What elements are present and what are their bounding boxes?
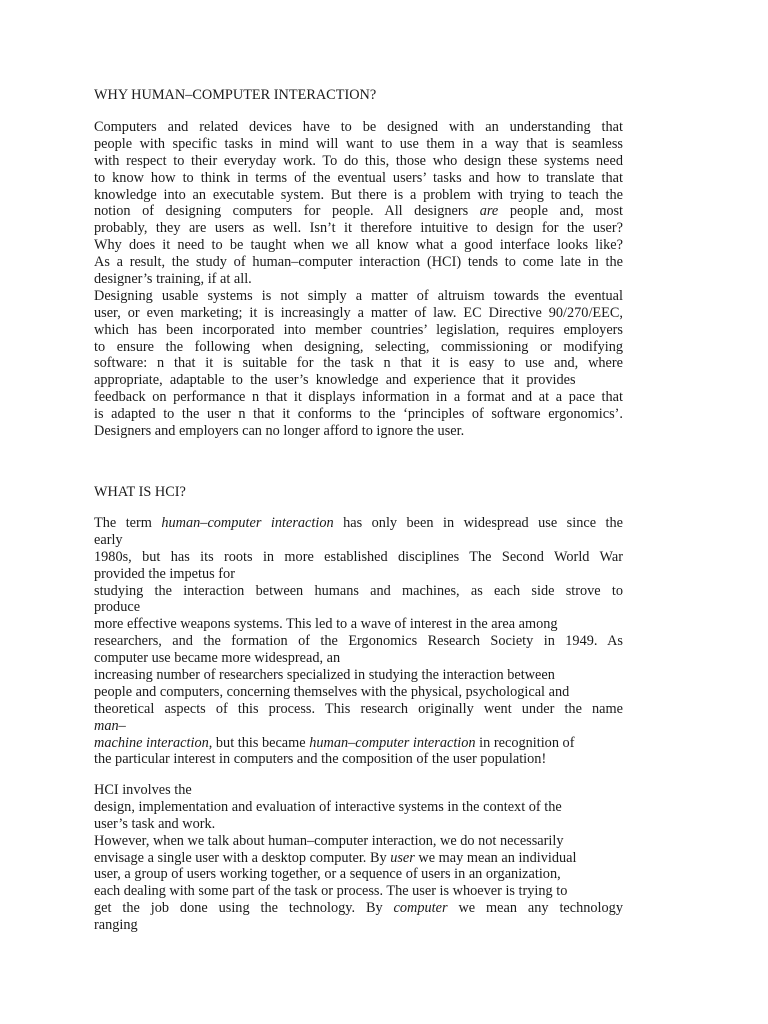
text-line: people and computers, concerning themselves with the physical, psychological and bbox=[94, 683, 570, 700]
text-run: we may mean an individual bbox=[418, 849, 577, 866]
text-line: Designing usable systems is not simply a matter of altruism towards the eventual bbox=[94, 287, 623, 304]
text-line bbox=[94, 515, 623, 532]
section-heading: WHY HUMAN–COMPUTER INTERACTION? bbox=[94, 87, 377, 103]
text-line: feedback on performance n that it displays information in a format and at a pace that bbox=[94, 389, 623, 406]
text-line: HCI involves the bbox=[94, 782, 192, 798]
text-line: produce bbox=[94, 599, 141, 616]
text-line: each dealing with some part of the task or process. The user is whoever is trying to bbox=[94, 883, 568, 900]
text-line: user, or even marketing; it is increasingly a matter of law. EC Directive 90/270/EEC, bbox=[94, 304, 623, 321]
text-run: notion of designing computers for people. All designers bbox=[94, 203, 469, 220]
emphasis-text: man– bbox=[94, 717, 126, 734]
text-line: increasing number of researchers specialized in studying the interaction between bbox=[94, 667, 555, 684]
text-run: get the job done using the technology. By bbox=[94, 900, 383, 917]
text-line: to ensure the following when designing, selecting, commissioning or modifying bbox=[94, 338, 623, 355]
paragraph-hci-involves bbox=[94, 782, 623, 934]
text-line: is adapted to the user n that it conforms to the ‘principles of software ergonomics’. bbox=[94, 406, 623, 423]
emphasis-text: human–computer interaction bbox=[309, 734, 476, 751]
text-line: people with specific tasks in mind will want to use them in a way that is seamless bbox=[94, 135, 623, 152]
text-line: provided the impetus for bbox=[94, 565, 235, 582]
text-run: , but this became bbox=[208, 734, 306, 751]
text-line: the particular interest in computers and the composition of the user population! bbox=[94, 751, 547, 768]
text-run: in recognition of bbox=[479, 734, 575, 751]
text-run: The term bbox=[94, 515, 152, 531]
text-line: early bbox=[94, 531, 123, 548]
text-line: However, when we talk about human–computer interaction, we do not necessarily bbox=[94, 832, 564, 849]
text-line bbox=[94, 850, 623, 867]
text-line: studying the interaction between humans and machines, as each side strove to bbox=[94, 582, 623, 599]
text-line: knowledge into an executable system. But there is a problem with trying to teach the bbox=[94, 186, 623, 203]
text-line: which has been incorporated into member countries’ legislation, requires employers bbox=[94, 321, 623, 338]
emphasis-text: are bbox=[479, 203, 499, 220]
text-line bbox=[94, 900, 623, 917]
text-line: user, a group of users working together, or a sequence of users in an organization, bbox=[94, 866, 561, 883]
text-run: envisage a single user with a desktop computer. By bbox=[94, 849, 387, 866]
text-line: Designers and employers can no longer afford to ignore the user. bbox=[94, 423, 465, 440]
emphasis-text: human–computer interaction bbox=[161, 515, 334, 531]
text-line: ranging bbox=[94, 917, 138, 934]
text-line: researchers, and the formation of the Ergonomics Research Society in 1949. As bbox=[94, 633, 623, 650]
text-line: As a result, the study of human–computer interaction (HCI) tends to come late in the bbox=[94, 254, 623, 271]
text-line: 1980s, but has its roots in more established disciplines The Second World War bbox=[94, 548, 623, 565]
text-line: appropriate, adaptable to the user’s knowledge and experience that it provides bbox=[94, 372, 576, 389]
emphasis-text: computer bbox=[393, 900, 448, 917]
emphasis-text: machine interaction bbox=[94, 734, 209, 751]
text-line: theoretical aspects of this process. This research originally went under the name bbox=[94, 700, 623, 717]
text-run: we mean any technology bbox=[458, 900, 623, 917]
text-line: design, implementation and evaluation of interactive systems in the context of the bbox=[94, 798, 562, 815]
text-line bbox=[94, 718, 623, 735]
text-line bbox=[94, 735, 623, 752]
text-run: has only been in widespread use since the bbox=[343, 515, 623, 531]
text-line: with respect to their everyday work. To do this, those who design these systems need bbox=[94, 152, 623, 169]
text-line: probably, they are users as well. Isn’t it therefore intuitive to design for the user? bbox=[94, 220, 623, 237]
text-line: Computers and related devices have to be designed with an understanding that bbox=[94, 119, 623, 135]
text-line: Why does it need to be taught when we all know what a good interface looks like? bbox=[94, 237, 623, 254]
paragraph-what-is-hci bbox=[94, 515, 623, 768]
text-line: designer’s training, if at all. bbox=[94, 271, 252, 288]
text-line: computer use became more widespread, an bbox=[94, 650, 341, 667]
text-line: user’s task and work. bbox=[94, 815, 216, 832]
section-heading: WHAT IS HCI? bbox=[94, 484, 186, 500]
text-line bbox=[94, 203, 623, 220]
text-run: people and, most bbox=[509, 203, 624, 220]
paragraph-why-hci bbox=[94, 119, 623, 440]
text-line: software: n that it is suitable for the task n that it is easy to use and, where bbox=[94, 355, 623, 372]
emphasis-text: user bbox=[390, 849, 415, 866]
text-line: to know how to think in terms of the eventual users’ tasks and how to translate that bbox=[94, 169, 623, 186]
text-line: more effective weapons systems. This led to a wave of interest in the area among bbox=[94, 616, 558, 633]
